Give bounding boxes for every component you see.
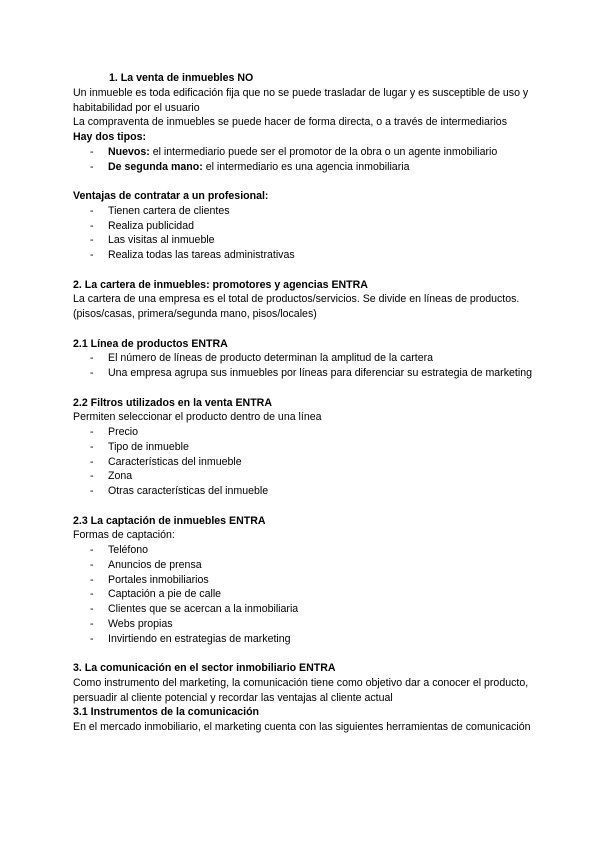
list-item: - Una empresa agrupa sus inmuebles por líneas para diferenciar su estrategia de marketing [73, 366, 533, 381]
section-3-paragraph-1: Como instrumento del marketing, la comunicación tiene como objetivo dar a conocer el producto, persuadir al cliente potencial y recordar las ventajas al cliente actual [73, 676, 529, 704]
document-page [73, 71, 533, 735]
list-item: - El número de líneas de producto determinan la amplitud de la cartera [73, 351, 533, 366]
list-item: - Clientes que se acercan a la inmobiliaria [73, 602, 533, 617]
list-item: - Anuncios de prensa [73, 558, 533, 573]
list-item [73, 145, 533, 160]
list-item: - Realiza publicidad [73, 219, 533, 234]
list-item: - Invirtiendo en estrategias de marketing [73, 632, 533, 647]
list-item: - Otras características del inmueble [73, 484, 533, 499]
type-label: De segunda mano: [108, 160, 203, 173]
advantages-list [73, 204, 533, 263]
type-label: Nuevos: [108, 145, 150, 158]
section-2-1-title: 2.1 Línea de productos ENTRA [73, 337, 228, 350]
section-2-3-title: 2.3 La captación de inmuebles ENTRA [73, 514, 266, 527]
list-item: - Webs propias [73, 617, 533, 632]
list-item: - Teléfono [73, 543, 533, 558]
section-1-title: 1. La venta de inmuebles NO [109, 72, 254, 84]
list-item: - Portales inmobiliarios [73, 573, 533, 588]
list-item: - Tienen cartera de clientes [73, 204, 533, 219]
capture-list [73, 543, 533, 646]
type-text: el intermediario puede ser el promotor de la obra o un agente inmobiliario [149, 145, 498, 158]
product-lines-list [73, 351, 533, 381]
section-3-paragraph-2: En el mercado inmobiliario, el marketing cuenta con las siguientes herramientas de comunicación [73, 721, 531, 733]
list-item: - Captación a pie de calle [73, 587, 533, 602]
types-heading: Hay dos tipos: [73, 131, 146, 143]
advantages-heading: Ventajas de contratar a un profesional: [73, 190, 269, 202]
section-1-paragraph-2: La compraventa de inmuebles se puede hacer de forma directa, o a través de intermediarios [73, 116, 507, 129]
list-item: - Tipo de inmueble [73, 440, 533, 455]
types-list [73, 145, 533, 175]
section-2-title: 2. La cartera de inmuebles: promotores y agencias ENTRA [73, 278, 368, 291]
list-item: - Precio [73, 425, 533, 440]
list-item [73, 160, 533, 175]
section-2-paragraph: La cartera de una empresa es el total de productos/servicios. Se divide en líneas de productos. (pisos/casas, primera/segunda mano, pisos/locales) [73, 293, 520, 320]
list-item: - Zona [73, 469, 533, 484]
filters-list [73, 425, 533, 499]
list-item: - Realiza todas las tareas administrativas [73, 248, 533, 263]
section-3-1-title: 3.1 Instrumentos de la comunicación [73, 706, 260, 719]
type-text: el intermediario es una agencia inmobiliaria [202, 160, 410, 173]
section-2-3-intro: Formas de captación: [73, 529, 175, 542]
section-3-title: 3. La comunicación en el sector inmobiliario ENTRA [73, 662, 336, 674]
list-item: - Las visitas al inmueble [73, 233, 533, 248]
list-item: - Características del inmueble [73, 455, 533, 470]
section-1-paragraph-1: Un inmueble es toda edificación fija que no se puede trasladar de lugar y es susceptible de uso y habitabilidad por el usuario [73, 86, 529, 114]
section-2-2-intro: Permiten seleccionar el producto dentro de una línea [73, 411, 322, 424]
section-2-2-title: 2.2 Filtros utilizados en la venta ENTRA [73, 396, 272, 409]
